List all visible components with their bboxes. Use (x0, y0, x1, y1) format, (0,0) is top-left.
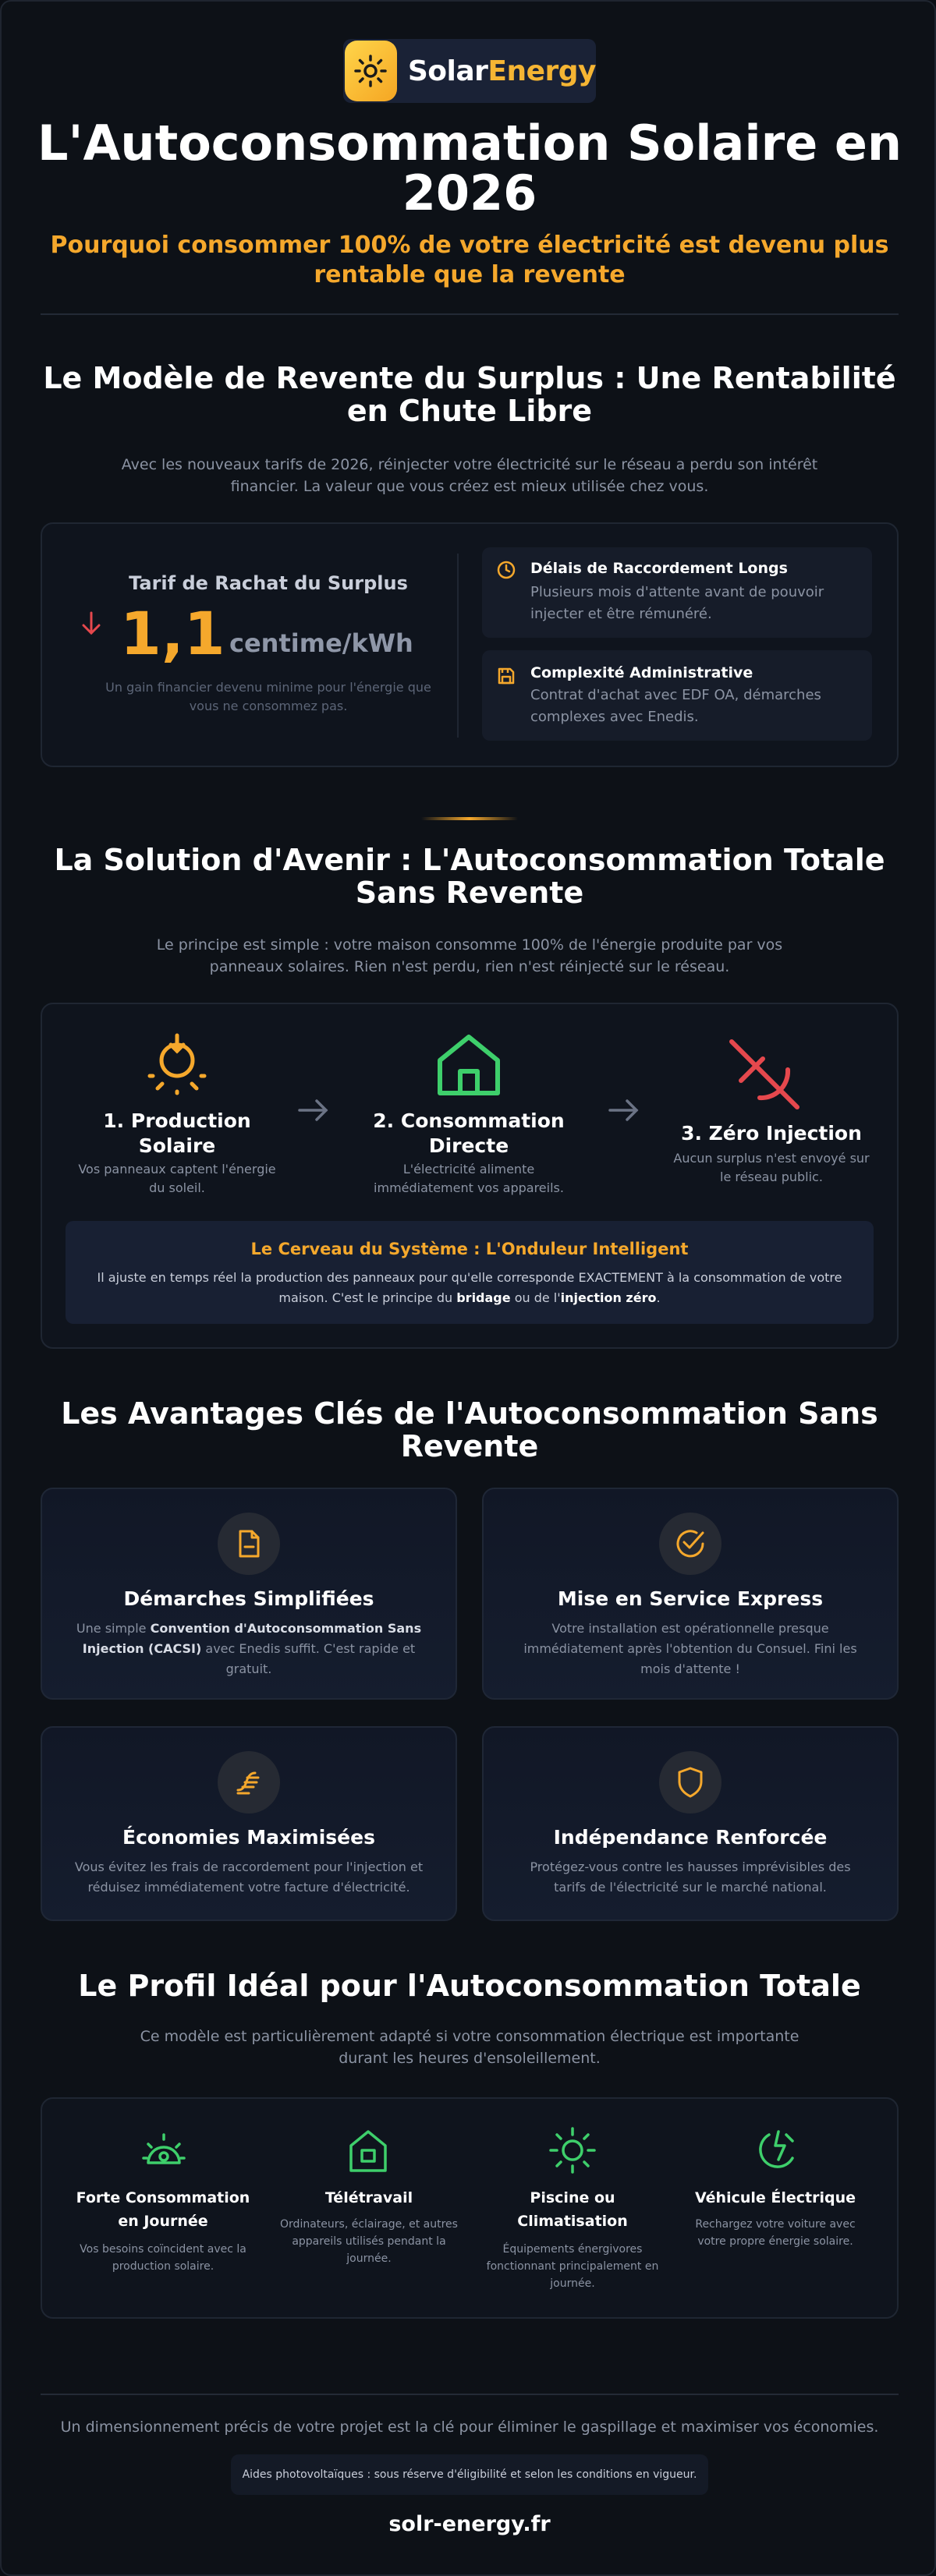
arrow-right-icon (607, 1095, 641, 1129)
arrow-down-icon (80, 608, 103, 642)
tariff-note: Un gain financier devenu minime pour l'énergie que vous ne consommez pas. (105, 680, 431, 713)
advantage-text: Protégez-vous contre les hausses imprévisibles des tarifs de l'électricité sur le marché national. (530, 1859, 851, 1895)
tariff-unit: centime/kWh (229, 628, 413, 658)
section-profile-title: Le Profil Idéal pour l'Autoconsommation Totale (78, 1969, 861, 2003)
profile-title: Véhicule Électrique (694, 2189, 856, 2206)
advantage-title: Démarches Simplifiées (123, 1587, 374, 1610)
issue-title: Délais de Raccordement Longs (530, 560, 788, 577)
profile-title: Forte Consommation en Journée (76, 2189, 250, 2230)
issue-box (482, 650, 872, 741)
brand-logo (343, 39, 596, 103)
issue-text: Plusieurs mois d'attente avant de pouvoir injecter et être rémunéré. (530, 584, 824, 622)
issue-text: Contrat d'achat avec EDF OA, démarches complexes avec Enedis. (530, 687, 821, 725)
advantage-card (482, 1488, 899, 1700)
profile-card (41, 2097, 899, 2319)
shield-icon (659, 1751, 722, 1813)
inverter-callout (66, 1221, 874, 1324)
callout-title: Le Cerveau du Système : L'Onduleur Intelligent (250, 1240, 689, 1258)
advantage-text: Une simple Convention d'Autoconsommation Sans Injection (CACSI) avec Enedis suffit. C'est rapide et gratuit. (76, 1621, 422, 1676)
step-text: Aucun surplus n'est envoyé sur le réseau public. (673, 1151, 870, 1184)
divider (41, 2394, 899, 2395)
section-profile-intro: Ce modèle est particulièrement adapté si votre consommation électrique est importante durant les heures d'ensoleillement. (140, 2028, 800, 2067)
step-title: 3. Zéro Injection (681, 1122, 862, 1145)
piggy-bank-icon (218, 1751, 280, 1813)
section-solution-intro: Le principe est simple : votre maison consomme 100% de l'énergie produite par vos panneaux solaires. Rien n'est perdu, rien n'est réinjecté sur le réseau. (156, 936, 783, 975)
step-title: 1. Production Solaire (103, 1109, 251, 1157)
sun-home-icon (140, 2128, 187, 2178)
issue-title: Complexité Administrative (530, 664, 753, 681)
tariff-label: Tarif de Rachat du Surplus (129, 572, 408, 594)
section-resale-title: Le Modèle de Revente du Surplus : Une Rentabilité en Chute Libre (43, 361, 896, 428)
ev-charger-icon (752, 2127, 800, 2178)
advantage-text: Votre installation est opérationnelle presque immédiatement après l'obtention du Consuel. Fini les mois d'attente ! (523, 1621, 857, 1676)
page-subtitle: Pourquoi consommer 100% de votre électricité est devenu plus rentable que la revente (50, 232, 889, 288)
disclaimer: Aides photovoltaïques : sous réserve d'éligibilité et selon les conditions en vigueur. (231, 2454, 708, 2495)
divider (41, 313, 899, 315)
profile-text: Ordinateurs, éclairage, et autres appareils utilisés pendant la journée. (280, 2218, 458, 2265)
advantage-card (41, 1726, 457, 1921)
advantage-card (482, 1726, 899, 1921)
tariff-value: 1,1 (120, 599, 225, 668)
advantage-title: Mise en Service Express (557, 1587, 824, 1610)
home-office-icon (345, 2127, 392, 2178)
house-icon (434, 1031, 504, 1104)
page-title: L'Autoconsommation Solaire en 2026 (37, 115, 902, 221)
section-resale-intro: Avec les nouveaux tarifs de 2026, réinjecter votre électricité sur le réseau a perdu son intérêt financier. La valeur que vous créez est mieux utilisée chez vous. (121, 456, 818, 495)
advantage-card (41, 1488, 457, 1700)
section-solution-title: La Solution d'Avenir : L'Autoconsommation Totale Sans Revente (54, 843, 885, 910)
check-circle-icon (659, 1513, 722, 1575)
plug-off-icon (725, 1035, 803, 1116)
section-advantages-title: Les Avantages Clés de l'Autoconsommation Sans Revente (61, 1396, 878, 1463)
issue-box (482, 547, 872, 638)
profile-text: Équipements énergivores fonctionnant principalement en journée. (486, 2243, 659, 2290)
footer-text: Un dimensionnement précis de votre projet est la clé pour éliminer le gaspillage et maximiser vos économies. (60, 2419, 879, 2436)
step-title: 2. Consommation Directe (373, 1109, 565, 1157)
resale-card (41, 522, 899, 767)
profile-text: Rechargez votre voiture avec votre propre énergie solaire. (695, 2218, 856, 2248)
step-text: Vos panneaux captent l'énergie du soleil. (78, 1162, 276, 1195)
arrow-right-icon (296, 1095, 331, 1129)
callout-text: Il ajuste en temps réel la production des panneaux pour qu'elle corresponde EXACTEMENT à la consommation de votre maison. C'est le principe du bridage ou de l'injection zéro. (97, 1270, 842, 1305)
sunrise-icon (142, 1031, 212, 1104)
profile-title: Télétravail (324, 2189, 413, 2206)
divider (457, 554, 459, 738)
sun-icon (548, 2125, 597, 2178)
profile-text: Vos besoins coïncident avec la production solaire. (80, 2243, 246, 2273)
advantage-title: Indépendance Renforcée (553, 1826, 828, 1849)
website-link[interactable]: solr-energy.fr (388, 2512, 551, 2536)
save-icon (496, 666, 516, 689)
advantage-text: Vous évitez les frais de raccordement pour l'injection et réduisez immédiatement votre facture d'électricité. (74, 1859, 424, 1895)
brand-name: SolarEnergy (407, 55, 596, 87)
accent-divider (421, 817, 518, 820)
profile-title: Piscine ou Climatisation (517, 2189, 628, 2230)
advantage-title: Économies Maximisées (122, 1826, 375, 1849)
sun-icon (345, 41, 397, 101)
clock-icon (496, 560, 516, 583)
document-icon (218, 1513, 280, 1575)
step-text: L'électricité alimente immédiatement vos appareils. (374, 1162, 564, 1195)
